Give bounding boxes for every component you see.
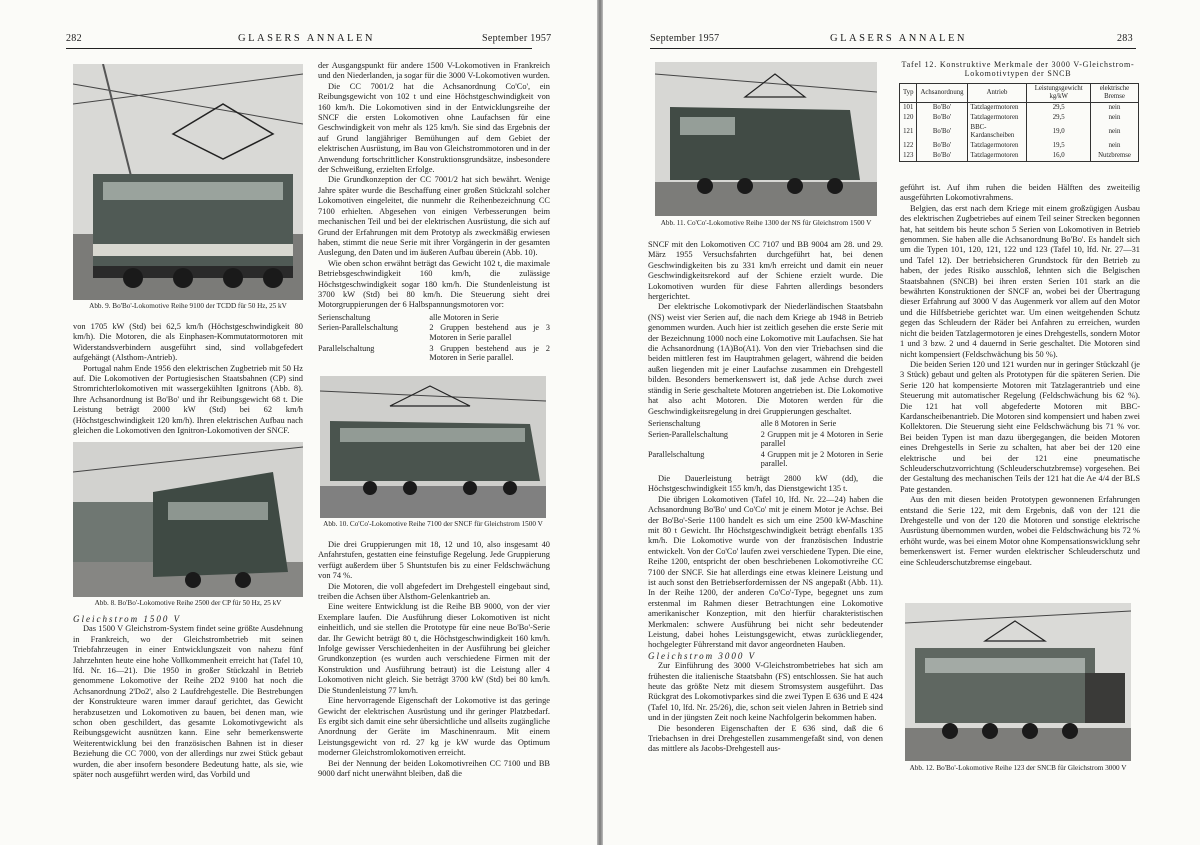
grouping-desc: 2 Gruppen mit je 4 Motoren in Serie parallel — [760, 429, 883, 449]
figure-caption-fig12: Abb. 12. Bo'Bo'-Lokomotive Reihe 123 der SNCB für Gleichstrom 3000 V — [909, 764, 1127, 772]
motor-grouping-list — [648, 419, 883, 470]
journal-title-right: GLASERS ANNALEN — [830, 33, 967, 44]
table-row — [900, 103, 1139, 114]
paragraph: von 1705 kW (Std) bei 62,5 km/h (Höchstgeschwindigkeit 80 km/h). Die Motoren, die als Einphasen-Kommutatormotoren mit Widerstandsverbindern ausgeführt sind, sind vollabgefedert aufgehängt (Alsthom-Antrieb). — [73, 322, 303, 363]
grouping-name: Serienschaltung — [648, 418, 701, 428]
table-row — [900, 151, 1139, 162]
section-heading: Gleichstrom 1500 V — [73, 614, 182, 624]
figure-caption-fig9: Abb. 9. Bo'Bo'-Lokomotive Reihe 9100 der TCDD für 50 Hz, 25 kV — [89, 302, 287, 310]
text-column-2-continued — [318, 540, 550, 779]
table-cell: 121 — [900, 123, 917, 141]
paragraph: Portugal nahm Ende 1956 den elektrischen Zugbetrieb mit 50 Hz auf. Die Lokomotiven der Portugiesischen Staatsbahnen (CP) sind Stromrichterlokomotiven mit wassergekühlten Ignitrons (Abb. 8). Ihre Achsanordnung ist Bo'Bo' und ihr Reibungsgewicht 68 t. Die Leistung beträgt 2000 kW (Std) bei 62 km/h (Höchstgeschwindigkeit 120 km/h). Ihren elektrischen Aufbau nach gleichen die Lokomotiven den Ignitron-Lokomotiven der SNCF. — [73, 363, 303, 436]
header-rule — [650, 48, 1136, 49]
table-cell: Bo'Bo' — [917, 141, 967, 151]
table-caption: Tafel 12. Konstruktive Merkmale der 3000 V-Gleichstrom-Lokomotivtypen der SNCB — [901, 60, 1135, 79]
table-cell: 120 — [900, 113, 917, 123]
grouping-desc: alle Motoren in Serie — [429, 312, 499, 322]
page-number-right: 283 — [1117, 33, 1133, 44]
figure-caption-fig10: Abb. 10. Co'Co'-Lokomotive Reihe 7100 der SNCF für Gleichstrom 1500 V — [323, 520, 543, 528]
table-cell: 16,0 — [1027, 151, 1091, 162]
table-cell: Bo'Bo' — [917, 123, 967, 141]
page-left — [0, 0, 597, 845]
paragraph: Die besonderen Eigenschaften der E 636 sind, daß die 6 Triebachsen in drei Drehgestellen zusammengefaßt sind, von denen das mittlere als Jacobs-Drehgestell aus- — [648, 723, 883, 754]
paragraph: Zur Einführung des 3000 V-Gleichstrombetriebes hat sich am frühesten die italienische Staatsbahn (FS) entschlossen. Sie hat auch heute das größte Netz mit diesem Stromsystem ausgeführt. Das Rückgrat des Lokomotivparkes sind die zwei Typen E 636 und E 424 (Tafel 10, lfd. Nr. 25/26), die, schon seit vielen Jahren in Betrieb sind und in der jüngsten Zeit noch keine Nachfolgerin bekommen haben. — [648, 661, 883, 723]
paragraph: Wie oben schon erwähnt beträgt das Gewicht 102 t, die maximale Betriebsgeschwindigkeit 160 km/h, die zulässige Höchstgeschwindigkeit sogar 180 km/h. Die Stundenleistung ist 3700 kW (Std) bei 80 km/h. Die Steuerung sieht drei Motorgruppierungen der 6 Halbspannungsmotoren vor: — [318, 258, 550, 310]
table-header: Achsanordnung — [917, 84, 967, 103]
paragraph: Der elektrische Lokomotivpark der Niederländischen Staatsbahn (NS) weist vier Serien auf, die nach dem Kriege ab 1948 in Betrieb genommen wurden. Auch hier ist zeitlich gesehen die erste Serie mit der Bezeichnung 1000 noch eine Lokomotive mit Laufachsen. Sie hat die Achsanordnung (1A)Bo(A1). Von den vier Triebachsen sind die beiden mittleren fest im Hauptrahmen gelagert, während die beiden außen liegenden mit je einer Laufachse zusammen ein Drehgestell bilden. Besonders bemerkenswert ist, daß jede Achse durch zwei ständig in Serie geschaltete Motoren angetrieben ist. Die Lokomotive hat also acht Motoren. Die Motoren werden für die Geschwindigkeitsregelung in drei Gruppierungen geschaltet. — [648, 302, 883, 416]
paragraph: Die Grundkonzeption der CC 7001/2 hat sich bewährt. Wenige Jahre später wurde die Beschaffung einer großen Stückzahl solcher Lokomotiven eingeleitet, die nunmehr die Reihenbezeichnung CC 7100 erhielten. Abgesehen von einigen Verbesserungen beim mechanischen Teil und bei der elektrischen Ausrüstung, die sich auf Grund der Erfahrungen mit dem Prototyp als zweckmäßig erwiesen haben, stimmt die neue Serie mit ihrer Vorgängerin in der gesamten Auslegung, den Daten und im äußeren Aufbau überein (Abb. 10). — [318, 175, 550, 258]
grouping-desc: 2 Gruppen bestehend aus je 3 Motoren in Serie parallel — [429, 323, 550, 342]
journal-title-left: GLASERS ANNALEN — [238, 33, 375, 44]
page-right — [603, 0, 1200, 845]
table-header: Antrieb — [967, 84, 1027, 103]
table-cell: 123 — [900, 151, 917, 162]
paragraph: Eine hervorragende Eigenschaft der Lokomotive ist das geringe Gewicht der elektrischen Ausrüstung und ihr geringer Platzbedarf. Es ergibt sich damit eine sehr übersichtliche und allseits zugängliche Anordnung der Geräte im Maschinenraum. Mit einem Leistungsgewicht von rd. 27 kg je kW wurde das Optimum moderner Gleichstromlokomotiven erreicht. — [318, 696, 550, 758]
page-number-left: 282 — [66, 33, 82, 44]
text-column-4 — [900, 183, 1140, 568]
locomotive-types-table — [899, 83, 1139, 162]
grouping-desc: 4 Gruppen mit je 2 Motoren in Serie parallel. — [760, 449, 883, 469]
table-cell: 19,0 — [1027, 123, 1091, 141]
locomotive-photo-fig12 — [905, 603, 1131, 761]
table-cell: 122 — [900, 141, 917, 151]
table-row — [900, 123, 1139, 141]
text-column-1 — [73, 322, 303, 436]
locomotive-photo-fig11 — [655, 62, 877, 216]
grouping-desc: 3 Gruppen bestehend aus je 2 Motoren in Serie parallel. — [429, 343, 550, 363]
table-cell: nein — [1091, 123, 1139, 141]
paragraph: Eine weitere Entwicklung ist die Reihe BB 9000, von der vier Exemplare laufen. Die Ausführung dieser Lokomotiven ist nicht einheitlich, und sie stellen die Prototype für eine neue Bo'Bo'-Serie dar. Ihr Gewicht beträgt 80 t, die Höchstgeschwindigkeit 160 km/h. Infolge gewisser Verschiedenheiten in der Ausführung bei gleicher Grundkonzeption (es wurden auch verschiedene Firmen mit der Konstruktion und Ausführung betraut) ist die Leistung aller 4 Lokomotiven nicht gleich. Sie beträgt 3700 kW (Std) bei 80 km/h. Die Stundenleistung 77 km/h. — [318, 602, 550, 695]
figure-caption-fig11: Abb. 11. Co'Co'-Lokomotive Reihe 1300 der NS für Gleichstrom 1500 V — [660, 219, 872, 227]
table-row — [900, 141, 1139, 151]
grouping-name: Serien-Parallelschaltung — [648, 429, 729, 439]
issue-date-left: September 1957 — [482, 33, 552, 44]
table-cell: Tatzlagermotoren — [967, 103, 1027, 114]
paragraph: Die drei Gruppierungen mit 18, 12 und 10, also insgesamt 40 Anfahrstufen, gestatten eine feinstufige Regelung. Jede Gruppierung verfügt außerdem über 5 Shuntstufen bis zu einer Feldschwächung von 74 %. — [318, 540, 550, 581]
table-cell: Tatzlagermotoren — [967, 141, 1027, 151]
paragraph: Die übrigen Lokomotiven (Tafel 10, lfd. Nr. 22—24) haben die Achsanordnung Bo'Bo' und Co'Co' mit je einem Motor je Achse. Bei der Bo'Bo'-Serie 1100 handelt es sich um eine 2500 kW-Maschine mit 80 t Gewicht. Ihr Höchstgeschwindigkeit beträgt ebenfalls 135 km/h. Die Lokomotive wurde von der französischen Industrie entwickelt. Von der Co'Co' laufen zwei verschiedene Typen. Die eine, Reihe 1200, entspricht der oben beschriebenen Lokomotivreihe CC 7100 der SNCF. Sie hat allerdings eine etwas kleinere Leistung und ist auch sonst den Betriebserfordernissen der NS angepaßt (Abb. 11). In der Reihe 1200, der anderen Co'Co'-Type, begegnet uns zum erstenmal im Rahmen dieser Betrachtungen eine Lokomotive amerikanischer Konzeption, mit den hierfür charakteristischen Merkmalen: schwere Ausführung bei nicht sehr bedeutender Leistung, dabei hohes Leistungsgewicht, etwas zurückliegender, hochgelegter Führerstand mit davor angeordneten Hauben. — [648, 494, 883, 650]
text-column-2 — [318, 61, 550, 368]
table-header: elektrische Bremse — [1091, 84, 1139, 103]
paragraph: Die Motoren, die voll abgefedert im Drehgestell eingebaut sind, treiben die Achsen über Alsthom-Gelenkantrieb an. — [318, 581, 550, 602]
table-cell: Nutzbremse — [1091, 151, 1139, 162]
table-cell: 29,5 — [1027, 113, 1091, 123]
table-row — [900, 113, 1139, 123]
table-header: Leistungsgewicht kg/kW — [1027, 84, 1091, 103]
table-header: Typ — [900, 84, 917, 103]
table-cell: BBC-Kardanscheiben — [967, 123, 1027, 141]
table-cell: Tatzlagermotoren — [967, 113, 1027, 123]
section-heading: Gleichstrom 3000 V — [648, 650, 757, 661]
table-cell: Bo'Bo' — [917, 113, 967, 123]
paragraph: Bei der Nennung der beiden Lokomotivreihen CC 7100 und BB 9000 darf nicht unerwähnt bleiben, daß die — [318, 758, 550, 778]
grouping-name: Parallelschaltung — [318, 343, 375, 353]
locomotive-photo-fig8 — [73, 442, 303, 597]
paragraph: SNCF mit den Lokomotiven CC 7107 und BB 9004 am 28. und 29. März 1955 Versuchsfahrten durchgeführt hat, bei denen Geschwindigkeiten bis zu 331 km/h erreicht und damit ein neuer Geschwindigkeitsrekord auf der Schiene erzielt wurde. Die Lokomotiven wurden für diese Fahrten allerdings besonders hergerichtet. — [648, 240, 883, 302]
text-column-1-continued — [73, 614, 303, 781]
table-cell: Bo'Bo' — [917, 103, 967, 114]
grouping-name: Serienschaltung — [318, 312, 371, 322]
paragraph: Aus den mit diesen beiden Prototypen gewonnenen Erfahrungen entstand die Serie 122, mit dem Ergebnis, daß von der 121 die Drehgestelle und von der 120 die Motoren und sonstige elektrische Ausrüstung übernommen wurden, wobei die Feldschwächung bis 72 % erhöht wurde, was bei einem Motor ohne Kompensationswicklung sehr bemerkenswert ist. Ferner wurden elektrischer Schleuderschutz und eine Schleuderschutzbremse eingebaut. — [900, 495, 1140, 567]
locomotive-photo-fig10 — [320, 376, 546, 518]
locomotive-photo-fig9 — [73, 64, 303, 300]
grouping-desc: alle 8 Motoren in Serie — [760, 418, 837, 428]
paragraph: Belgien, das erst nach dem Kriege mit einem großzügigen Ausbau des elektrischen Zugbetriebes auf einem Teil seiner Strecken begonnen hat, hat seitdem bis heute schon 5 Serien von Lokomotiven in Betrieb genommen. Sie haben alle die Achsanordnung Bo'Bo'. Es handelt sich um die Typen 101, 120, 121, 122 und 123 (Tafel 10, lfd. Nr. 27—31 und Tafel 12). Der betriebsicheren Grundstock für den Betrieb zu haben, der jedes Risiko ausschloß, lehnten sich die Belgischen Staatsbahnen (SNCB) bei ihren ersten Serien 101 stark an die bewährten Konstruktionen der SNCF an, wobei bei der Übertragung dieser Erfahrung auf 3000 V das Augenmerk vor allem auf den Motor und die Hilfsbetriebe gerichtet war. Um einen weitgehenden Schutz gegen das Schleudern der Räder bei Anfahren zu erreichen, wurden nicht die beiden Tatzlagermotoren je eines Drehgestells, sondern Motor 1 und 3 bzw. 2 und 4 dauernd in Serie geschaltet. Die Motoren sind nicht kompensiert (Feldschwächung bis 50 %). — [900, 203, 1140, 359]
paragraph: Die beiden Serien 120 und 121 wurden nur in geringer Stückzahl (je 3 Stück) gebaut und gelten als Prototypen für die späteren Serien. Die Serie 120 hat kompensierte Motoren mit Tatzlagerantrieb und eine Steuerung mit automatischer Regelung (Feldschwächung bis 62 %). Die 121 hat voll abgefederte Motoren mit BBC-Kardanscheibenantrieb. Die Motoren sind kompensiert und haben zwei Kollektoren. Die Steuerung sieht eine Feldschwächung bis 71 % vor. Bei beiden Typen ist man dazu übergegangen, die beiden Motoren eines Drehgestells in Serie zu schalten, hat aber bei der 120 eine elektrische und bei der 121 eine pneumatische Schleuderschutzvorrichtung (Schleuderschutzbremse) vorgesehen. Bei der Gestaltung des mechanischen Teils der 121 hat die Ae 4/4 der BLS Pate gestanden. — [900, 359, 1140, 494]
header-rule — [66, 48, 532, 49]
motor-grouping-list — [318, 313, 550, 364]
table-cell: Tatzlagermotoren — [967, 151, 1027, 162]
figure-caption-fig8: Abb. 8. Bo'Bo'-Lokomotive Reihe 2500 der CP für 50 Hz, 25 kV — [94, 599, 282, 607]
table-cell: Bo'Bo' — [917, 151, 967, 162]
table-cell: 19,5 — [1027, 141, 1091, 151]
issue-date-right: September 1957 — [650, 33, 720, 44]
table-cell: 29,5 — [1027, 103, 1091, 114]
paragraph: Die CC 7001/2 hat die Achsanordnung Co'Co', ein Reibungsgewicht von 102 t und eine Höchstgeschwindigkeit von 160 km/h. Die Lokomotiven sind in der Entwicklungsreihe der SNCF die ersten Lokomotiven ohne Laufachsen für eine Geschwindigkeit von mehr als 125 km/h. Sie sind das Ergebnis der auf Grund langjähriger Bemühungen auf dem Gebiet der elektrischen Ausrüstung, im Bau von Gleichstrommotoren und in der Anwendung fortschrittlicher Konstruktionsgrundsätze, insbesondere der Schweißung, erzielten Erfolge. — [318, 81, 550, 175]
table-cell: nein — [1091, 103, 1139, 114]
table-cell: 101 — [900, 103, 917, 114]
paragraph: geführt ist. Auf ihm ruhen die beiden Hälften des zweiteilig ausgeführten Lokomotivrahmens. — [900, 183, 1140, 203]
paragraph: der Ausgangspunkt für andere 1500 V-Lokomotiven in Frankreich und den Niederlanden, ja sogar für die 3000 V-Lokomotiven wurden. — [318, 61, 550, 81]
text-column-3 — [648, 240, 883, 755]
grouping-name: Serien-Parallelschaltung — [318, 323, 399, 333]
paragraph: Das 1500 V Gleichstrom-System findet seine größte Ausdehnung in Frankreich, wo der Gleichstrombetrieb mit seinen Triebfahrzeugen in einer Entwicklungszeit von nahezu fünf Jahrzehnten heute eine hohe Vollkommenheit erreicht hat (Tafel 10, lfd. Nr. 16—21). Die 1950 in großer Stückzahl in Betrieb genommene Lokomotive der Reihe 2D2 9100 hat noch die Achsanordnung 2'Do2', also 2 Laufdrehgestelle. Die Bestrebungen der Konstrukteure waren immer darauf gerichtet, das Gewicht herabzusetzen und Lokomotiven zu bauen, bei denen man, wie schon oben geschildert, das gesamte Lokomotivgewicht als Reibungsgewicht ausnützen kann. Eine sehr bemerkenswerte Weiterentwicklung bei den französischen Bahnen ist in dieser Beziehung die CC 7000, von der allerdings nur zwei Stück gebaut wurden, die aber insofern besondere Bedeutung hatte, als sie, wie später noch ausgeführt werden wird, das Vorbild und — [73, 624, 303, 780]
paragraph: Die Dauerleistung beträgt 2800 kW (dd), die Höchstgeschwindigkeit 155 km/h, das Dienstgewicht 135 t. — [648, 473, 883, 494]
table-cell: nein — [1091, 141, 1139, 151]
grouping-name: Parallelschaltung — [648, 449, 705, 459]
table-cell: nein — [1091, 113, 1139, 123]
